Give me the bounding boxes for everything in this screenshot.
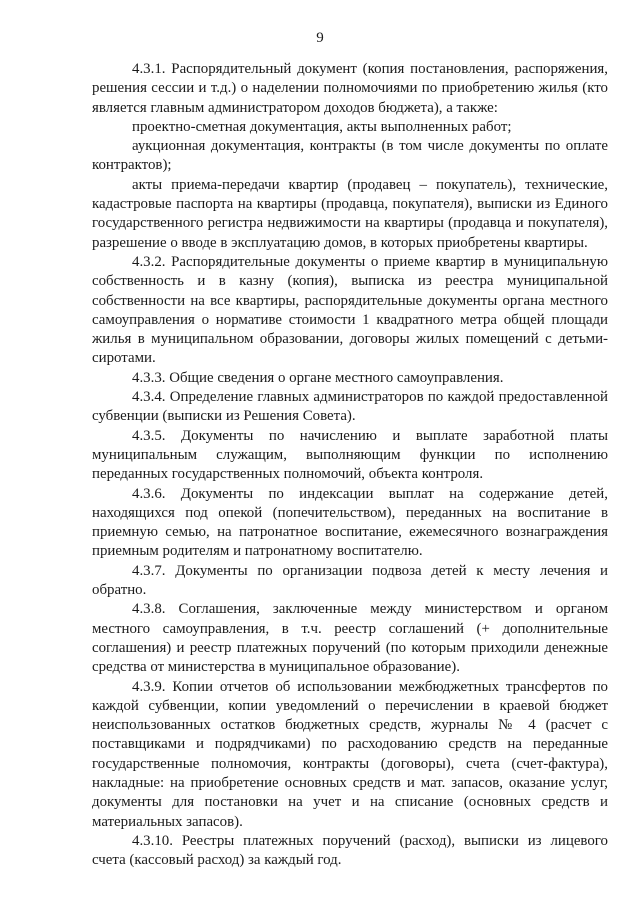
page-number: 9: [316, 30, 324, 46]
paragraph-4-3-10: 4.3.10. Реестры платежных поручений (расход), выписки из лицевого счета (кассовый расход) за каждый год.: [92, 832, 608, 869]
paragraph-4-3-7: 4.3.7. Документы по организации подвоза детей к месту лечения и обратно.: [92, 562, 608, 599]
paragraph-4-3-4: 4.3.4. Определение главных администраторов по каждой предоставленной субвенции (выписки из Решения Совета).: [92, 389, 608, 425]
paragraph-4-3-5: 4.3.5. Документы по начислению и выплате заработной платы муниципальным служащим, выполняющим функции по исполнению переданных государственных полномочий, объекта контроля.: [92, 427, 608, 483]
paragraph-4-3-8: 4.3.8. Соглашения, заключенные между министерством и органом местного самоуправления, в т.ч. реестр соглашений (+ дополнительные соглашения) и реестр платежных поручений (по которым приходили денежные средства от министерства в муниципальное образование).: [92, 601, 608, 676]
paragraph-auction-docs: аукционная документация, контракты (в том числе документы по оплате контрактов);: [92, 138, 608, 174]
paragraph-design-estimate-docs: проектно-сметная документация, акты выполненных работ;: [132, 118, 512, 135]
paragraph-4-3-6: 4.3.6. Документы по индексации выплат на содержание детей, находящихся под опекой (попечительством), переданных на воспитание в приемную семью, на патронатное воспитание, ежемесячного вознаграждения приемным родителям и патронатному воспитателю.: [92, 485, 608, 560]
paragraph-4-3-3: 4.3.3. Общие сведения о органе местного самоуправления.: [132, 369, 504, 386]
paragraph-transfer-acts: акты приема-передачи квартир (продавец – покупатель), технические, кадастровые паспорта на квартиры (продавца, покупателя), выписки из Единого государственного регистра недвижимости на квартиры (продавца и покупателя), разрешение о вводе в эксплуатацию домов, в которых приобретены квартиры.: [92, 176, 608, 251]
document-body: [92, 60, 608, 870]
paragraph-4-3-1: 4.3.1. Распорядительный документ (копия постановления, распоряжения, решения сессии и т.д.) о наделении полномочиями по приобретению жилья (кто является главным администратором доходов бюджета), а также:: [92, 61, 608, 116]
paragraph-4-3-9: 4.3.9. Копии отчетов об использовании межбюджетных трансфертов по каждой субвенции, копии уведомлений о перечислении в краевой бюджет неиспользованных остатков бюджетных средств, журналы № 4 (расчет с поставщиками и подрядчиками) по расходованию средств на переданные государственные полномочия, контракты (договоры), счета (счет-фактура), накладные: на приобретение основных средств и мат. запасов, оказание услуг, документы для постановки на учет и на списание (основных средств и материальных запасов).: [92, 678, 608, 830]
paragraph-4-3-2: 4.3.2. Распорядительные документы о приеме квартир в муниципальную собственность и в казну (копия), выписка из реестра муниципальной собственности на все квартиры, распорядительные документы органа местного самоуправления о нормативе стоимости 1 квадратного метра общей площади жилья в муниципальном образовании, договоры жилых помещений с детьми-сиротами.: [92, 253, 608, 367]
